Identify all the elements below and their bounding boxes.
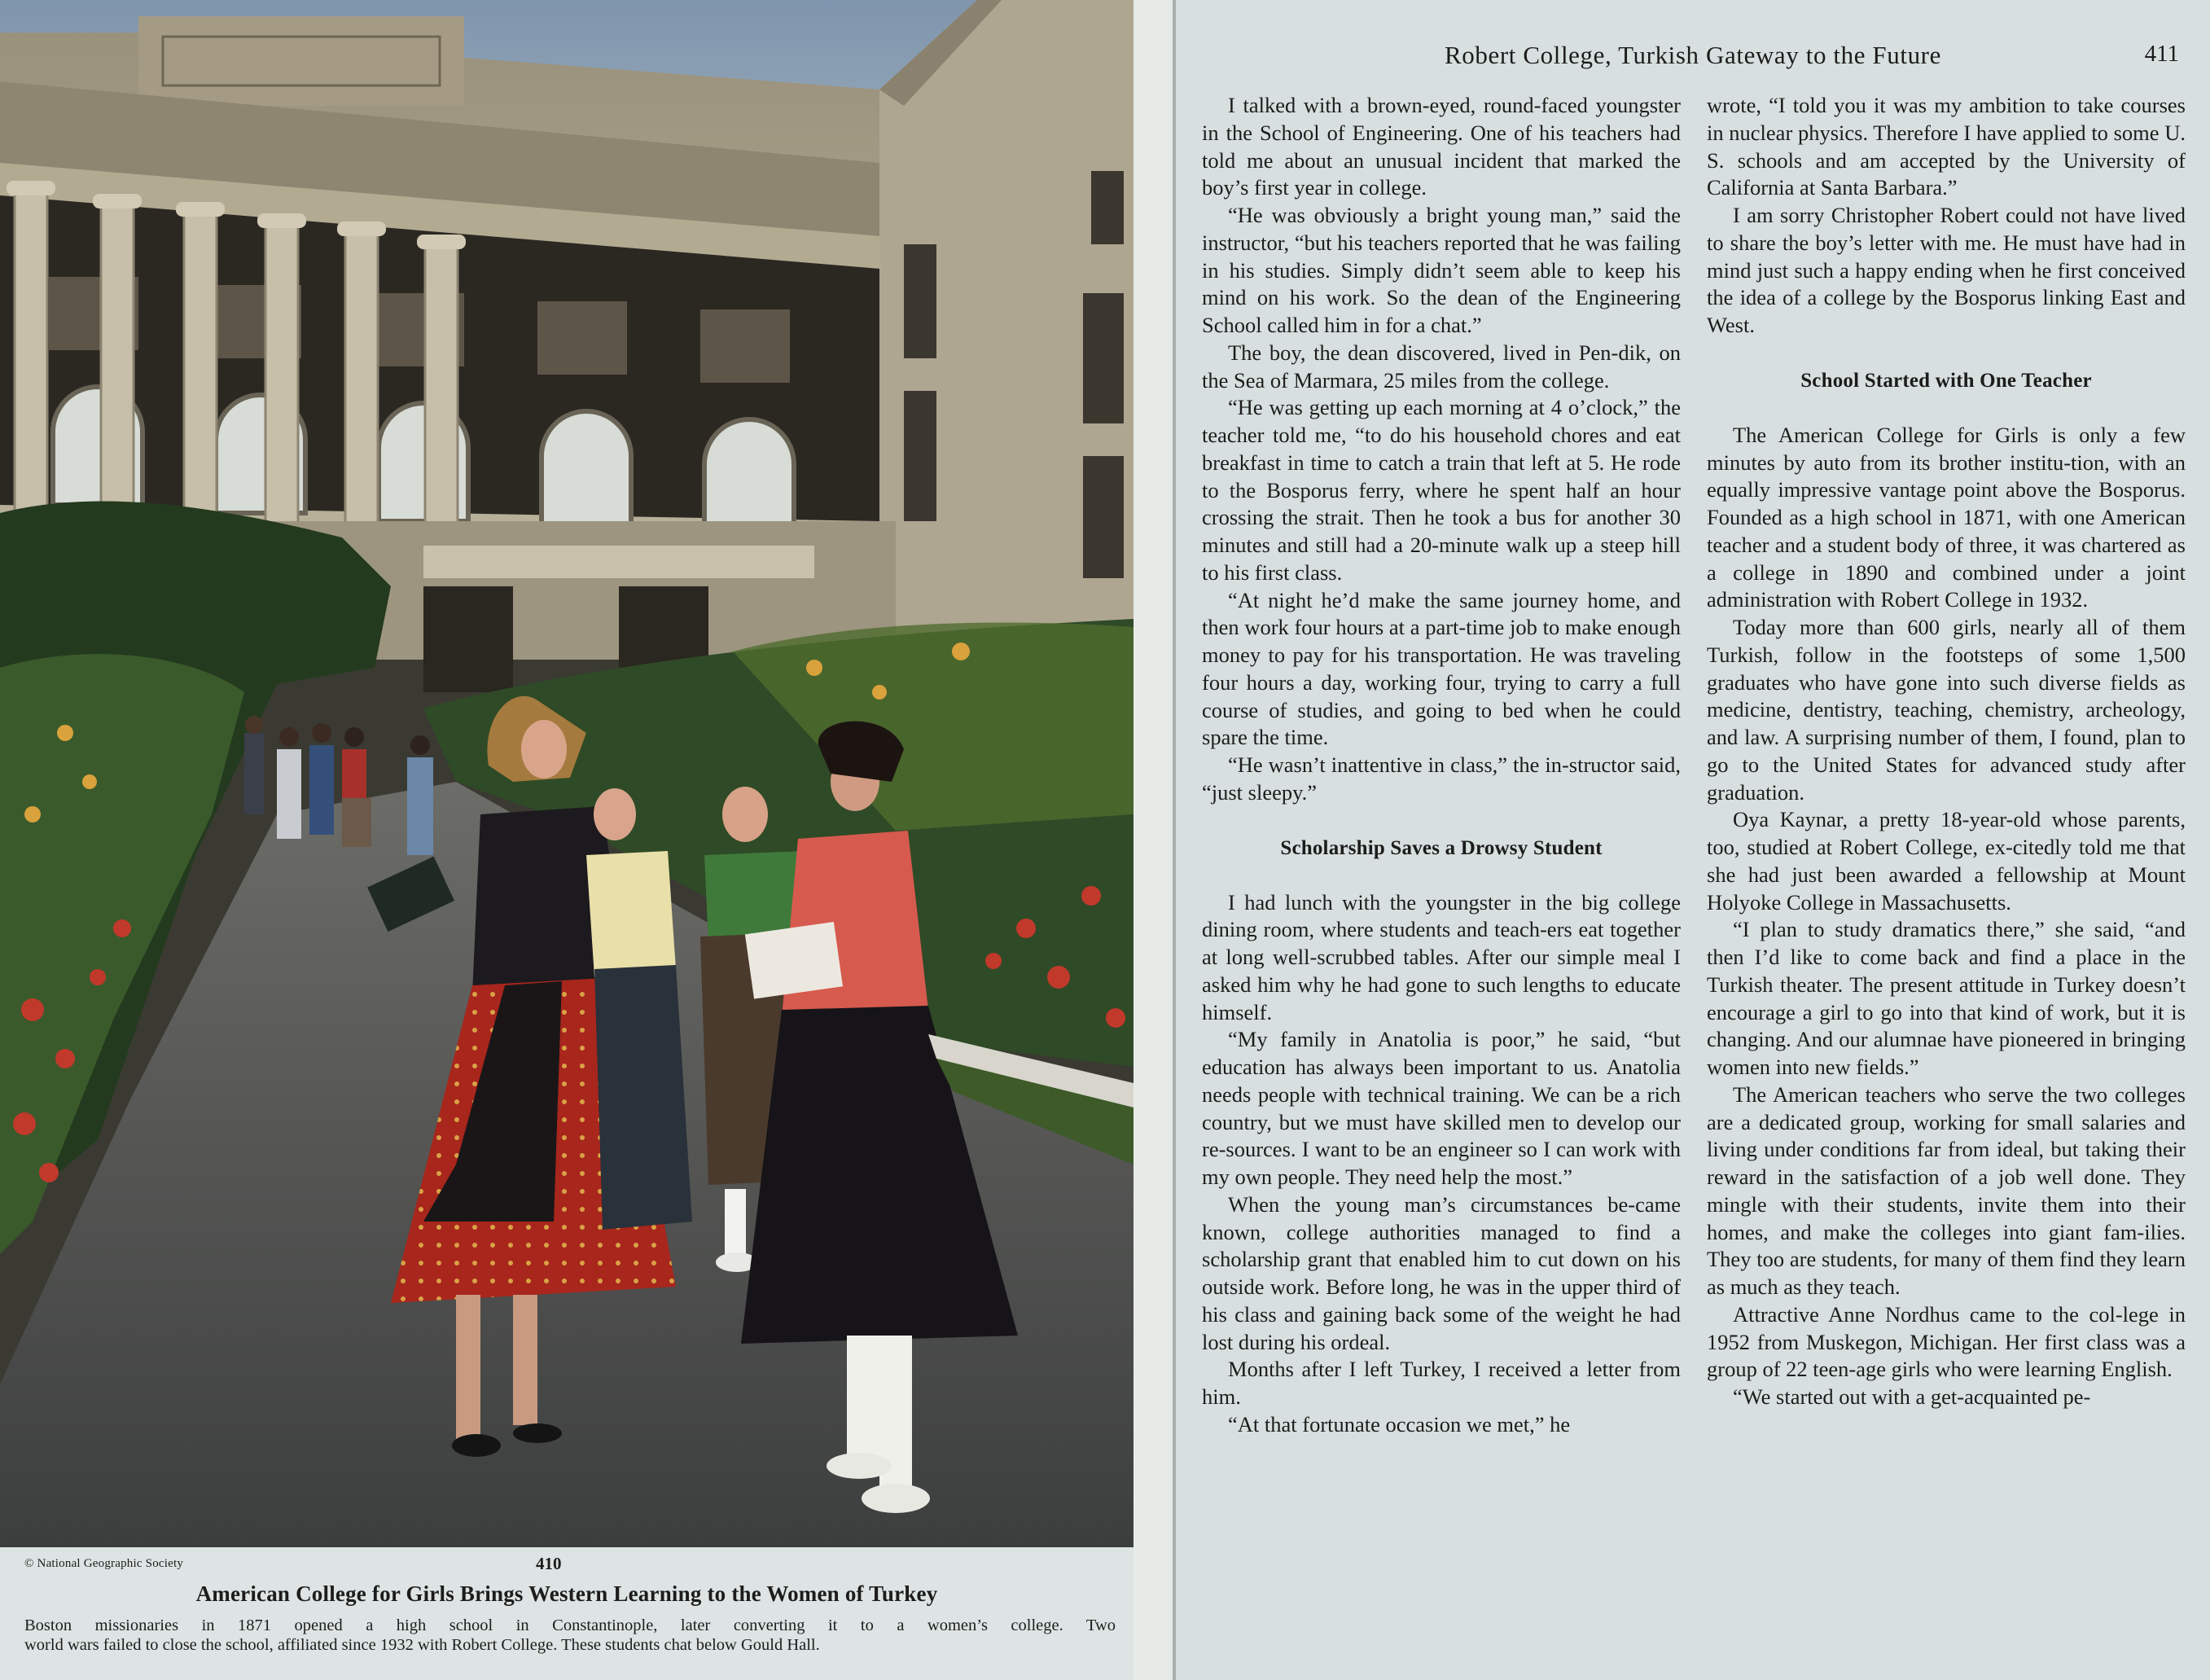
- paragraph: Today more than 600 girls, nearly all of them Turkish, follow in the footsteps of some 1,500 graduates who have gone into such diverse fields as medicine, dentistry, teaching, chemistry, archeology, and law. A surprising number of them, I found, plan to go to the United States for advanced study after graduation.: [1707, 615, 2186, 805]
- paragraph: When the young man’s circumstances be-came known, college authorities managed to find a scholarship grant that enabled him to cut down on his outside work. Before long, he was in the upper third of his class and gaining back some of the weight he had lost during his ordeal.: [1202, 1191, 1681, 1354]
- paragraph: Attractive Anne Nordhus came to the col-lege in 1952 from Muskegon, Michigan. Her first class was a group of 22 teen-age girls who were learning English.: [1707, 1301, 2186, 1382]
- page-number-left: 410: [536, 1554, 562, 1573]
- photo-illustration: [0, 0, 1134, 1547]
- paragraph: Oya Kaynar, a pretty 18-year-old whose parents, too, studied at Robert College, ex-citedly told me that she had just been awarded a fellowship at Mount Holyoke College in Massachusetts.: [1707, 807, 2186, 915]
- paragraph: Months after I left Turkey, I received a letter from him.: [1202, 1357, 1681, 1409]
- paragraph: The American College for Girls is only a few minutes by auto from its brother institu-tion, with an equally impressive vantage point above the Bosporus. Founded as a high school in 1871, with one American teacher and a student body of three, it was chartered as a college in 1890 and combined under a joint administration with Robert College in 1932.: [1707, 422, 2186, 612]
- copyright-notice: © National Geographic Society: [24, 1557, 184, 1570]
- photo-gould-hall-students: [0, 0, 1134, 1547]
- paragraph: “He was getting up each morning at 4 o’clock,” the teacher told me, “to do his household chores and eat breakfast in time to catch a train that left at 5. He rode to the Bosporus ferry, where he spent half an hour crossing the strait. Then he took a bus for another 30 minutes and still had a 20-minute walk up a steep hill to his first class.: [1202, 395, 1681, 585]
- page-number-right: 411: [2144, 41, 2179, 67]
- paragraph: I am sorry Christopher Robert could not have lived to share the boy’s letter with me. He must have had in mind just such a happy ending when he first conceived the idea of a college by the Bosporus linking East and West.: [1707, 203, 2186, 337]
- running-head: Robert College, Turkish Gateway to the Future: [1445, 41, 1941, 69]
- paragraph: “He wasn’t inattentive in class,” the in-structor said, “just sleepy.”: [1202, 752, 1681, 805]
- paragraph-continued: wrote, “I told you it was my ambition to take courses in nuclear physics. Therefore I have applied to some U. S. schools and am accepted by the University of California at Santa Barbara.”: [1707, 93, 2186, 200]
- paragraph: “He was obviously a bright young man,” said the instructor, “but his teachers reported that he was failing in his studies. Simply didn’t seem able to keep his mind on his work. So the dean of the Engineering School called him in for a chat.”: [1202, 203, 1681, 337]
- caption-body: [24, 1616, 1116, 1655]
- paragraph: “At night he’d make the same journey home, and then work four hours at a part-time job to make enough money to pay for his transportation. He was traveling four hours a day, working four, trying to carry a full course of studies, and going to bed when he could spare the time.: [1202, 587, 1681, 750]
- text-column-1: [1202, 92, 1681, 1439]
- paragraph: “At that fortunate occasion we met,” he: [1228, 1411, 1571, 1437]
- section-heading: Scholarship Saves a Drowsy Student: [1280, 836, 1603, 859]
- paragraph: “I plan to study dramatics there,” she said, “and then I’d like to come back and find a place in the Turkish theater. The present attitude in Turkey doesn’t encourage a girl to go into that kind of work, but it is changing. And our alumnae have pioneered in bringing women into new fields.”: [1707, 917, 2186, 1079]
- paragraph: “We started out with a get-acquainted pe-: [1733, 1384, 2091, 1409]
- paragraph: The boy, the dean discovered, lived in Pen-dik, on the Sea of Marmara, 25 miles from the college.: [1202, 340, 1681, 393]
- caption-title: American College for Girls Brings Western Learning to the Women of Turkey: [195, 1581, 938, 1606]
- page-gutter: [1134, 0, 1173, 1680]
- paragraph: The American teachers who serve the two colleges are a dedicated group, working for small salaries and living under conditions far from ideal, but taking their reward in the satisfaction of a job well done. They mingle with their students, invite them into their homes, and make the colleges into giant fam-ilies. They too are students, for many of them find they learn as much as they teach.: [1707, 1081, 2186, 1299]
- section-heading: School Started with One Teacher: [1800, 369, 2092, 392]
- paragraph: I had lunch with the youngster in the big college dining room, where students and teach-ers eat together at long well-scrubbed tables. After our simple meal I asked him why he had gone to such lengths to educate himself.: [1202, 889, 1681, 1024]
- paragraph: I talked with a brown-eyed, round-faced youngster in the School of Engineering. One of his teachers had told me about an unusual incident that marked the boy’s first year in college.: [1202, 93, 1681, 200]
- caption-line: Boston missionaries in 1871 opened a high school in Constantinople, later converting it to a women’s college. Two: [24, 1616, 1116, 1634]
- right-page-411: [1176, 0, 2210, 1680]
- text-column-2: [1707, 92, 2186, 1411]
- caption-line: world wars failed to close the school, affiliated since 1932 with Robert College. These students chat below Gould Hall.: [24, 1636, 820, 1654]
- paragraph: “My family in Anatolia is poor,” he said, “but education has always been important to us. Anatolia needs people with technical training. We can be a rich country, but we must have skilled men to develop our re-sources. I want to be an engineer so I can work with my own people. They need help the most.”: [1202, 1027, 1681, 1189]
